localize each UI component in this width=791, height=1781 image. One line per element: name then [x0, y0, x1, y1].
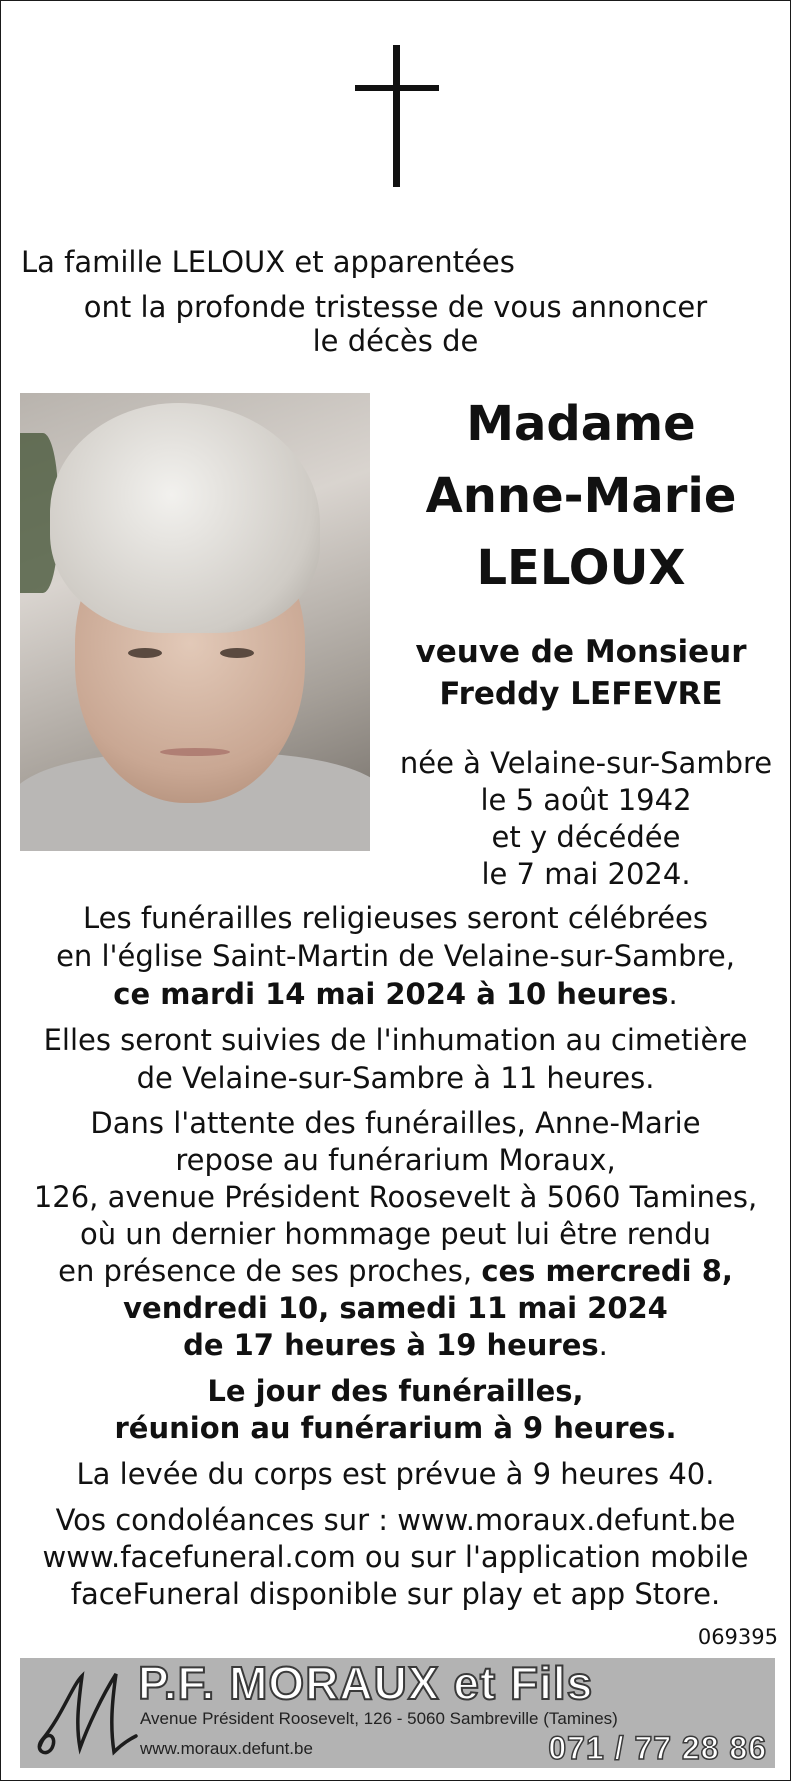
company-name: P.F. MORAUX et Fils [138, 1657, 594, 1709]
rest-line-2: repose au funérarium Moraux, [175, 1143, 616, 1177]
birth-date: le 5 août 1942 [480, 783, 692, 817]
reference-number: 069395 [697, 1625, 778, 1649]
rest-line-6: vendredi 10, samedi 11 mai 2024 [123, 1291, 668, 1325]
condolences-line-2: www.facefuneral.com ou sur l'application mobile [42, 1540, 749, 1574]
company-website[interactable]: www.moraux.defunt.be [140, 1739, 313, 1758]
deceased-title: Madame [466, 396, 696, 452]
deceased-last-name: LELOUX [476, 540, 686, 596]
company-address: Avenue Président Roosevelt, 126 - 5060 Sambreville (Tamines) [140, 1709, 618, 1728]
widow-line-1: veuve de Monsieur [415, 634, 747, 670]
rest-line-5-bold: ces mercredi 8, [481, 1254, 733, 1288]
levee-line: La levée du corps est prévue à 9 heures 40. [76, 1457, 715, 1491]
rest-line-3: 126, avenue Président Roosevelt à 5060 Tamines, [33, 1180, 758, 1214]
rest-line-4: où un dernier hommage peut lui être rendu [79, 1217, 712, 1251]
moraux-logo-icon [32, 1666, 152, 1758]
burial-line-2: de Velaine-sur-Sambre à 11 heures. [136, 1061, 655, 1095]
funeral-date-tail: . [668, 977, 678, 1011]
intro-deces: le décès de [312, 324, 479, 358]
rest-line-5 [1, 1254, 790, 1288]
death-date: le 7 mai 2024. [481, 857, 691, 891]
portrait-photo [20, 393, 370, 851]
meeting-line-2: réunion au funérarium à 9 heures. [114, 1411, 677, 1445]
funeral-line-1: Les funérailles religieuses seront célébrées [83, 901, 708, 935]
rest-line-1: Dans l'attente des funérailles, Anne-Marie [90, 1106, 701, 1140]
company-phone[interactable]: 071 / 77 28 86 [548, 1730, 767, 1766]
funeral-line-2: en l'église Saint-Martin de Velaine-sur-Sambre, [56, 939, 735, 973]
deceased-first-name: Anne-Marie [425, 468, 737, 524]
rest-line-7 [1, 1328, 790, 1362]
funeral-home-banner [20, 1658, 775, 1768]
birth-place: née à Velaine-sur-Sambre [399, 746, 773, 780]
intro-announcement: ont la profonde tristesse de vous annoncer [83, 290, 708, 324]
burial-line-1: Elles seront suivies de l'inhumation au cimetière [43, 1023, 748, 1057]
rest-line-7-tail: . [598, 1328, 608, 1362]
condolences-line-1: Vos condoléances sur : www.moraux.defunt.be [55, 1503, 736, 1537]
condolences-line-3: faceFuneral disponible sur play et app Store. [70, 1577, 721, 1611]
cross-icon [355, 45, 439, 187]
intro-family: La famille LELOUX et apparentées [21, 245, 515, 279]
meeting-line-1: Le jour des funérailles, [207, 1374, 584, 1408]
death-place: et y décédée [491, 820, 681, 854]
rest-line-7-bold: de 17 heures à 19 heures [183, 1328, 599, 1362]
funeral-date-bold: ce mardi 14 mai 2024 à 10 heures [113, 977, 669, 1011]
funeral-date [1, 977, 790, 1011]
rest-line-5-plain: en présence de ses proches, [58, 1254, 482, 1288]
widow-line-2: Freddy LEFEVRE [439, 676, 723, 712]
